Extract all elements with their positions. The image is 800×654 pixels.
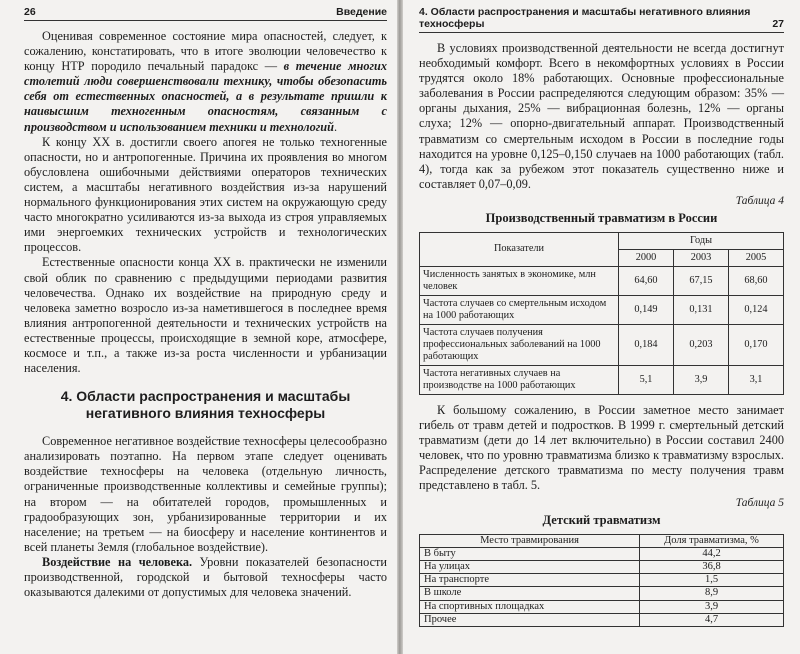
table-5-share: 3,9 xyxy=(640,600,784,613)
table-row xyxy=(420,600,784,613)
table-4-cell: 0,149 xyxy=(619,295,674,324)
table-4-cell: 0,131 xyxy=(674,295,729,324)
left-running-title: Введение xyxy=(336,6,387,18)
table-5-place: В быту xyxy=(420,547,640,560)
table-4-cell: 0,170 xyxy=(729,324,784,365)
left-paragraph-2: К концу XX в. достигли своего апогея не только техногенные опасности, но и антропогенные. Причина их проявления во многом обусловлена ошибочными действиями операторов технических систем, а масштабы негативного воздействия из-за нарушений нормального функционирования этих систем на окружающую среду часто многократно усиливаются из-за выхода из строя управляемых ими энергоемких технических устройств и технологических процессов. xyxy=(24,134,387,255)
table-5-share: 44,2 xyxy=(640,547,784,560)
right-running-head xyxy=(419,4,784,33)
table-row xyxy=(420,266,784,295)
table-4-cell: 3,9 xyxy=(674,365,729,394)
table-4-year: 2003 xyxy=(674,249,729,266)
table-5-header-place: Место травмирования xyxy=(420,534,640,547)
section-heading-line-2: негативного влияния техносферы xyxy=(85,405,326,422)
table-4-row-label: Частота негативных случаев на производстве на 1000 работающих xyxy=(420,365,619,394)
left-paragraph-5-lead: Воздействие на человека. xyxy=(42,554,193,569)
right-running-title: 4. Области распространения и масштабы негативного влияния техносферы xyxy=(419,6,751,30)
left-paragraph-1-end: . xyxy=(333,119,338,134)
table-4-cell: 68,60 xyxy=(729,266,784,295)
right-paragraph-2: К большому сожалению, в России заметное место занимает гибель от травм детей и подростков. В 1999 г. смертельный детский травматизм (дети до 14 лет включительно) в России составил 2400 человек, что по уровню травматизма близко к травматизму взрослых. Распределение детского травматизма по месту получения травм представлено в табл. 5. xyxy=(419,402,784,493)
table-5-header-share: Доля травматизма, % xyxy=(640,534,784,547)
table-row xyxy=(420,574,784,587)
table-row xyxy=(420,547,784,560)
table-4-title: Производственный травматизм в России xyxy=(485,210,718,225)
table-5-share: 36,8 xyxy=(640,560,784,573)
table-4-cell: 3,1 xyxy=(729,365,784,394)
left-running-head xyxy=(24,4,387,21)
table-4-cell: 0,124 xyxy=(729,295,784,324)
table-4-header-indicators: Показатели xyxy=(420,232,619,266)
table-4-row-label: Численность занятых в экономике, млн человек xyxy=(420,266,619,295)
table-5-title: Детский травматизм xyxy=(542,512,661,527)
left-paragraph-3: Естественные опасности конца XX в. практически не изменили свой облик по сравнению с предыдущими периодами развития человечества. Однако их воздействие на природную среду и человека заметно возросло из-за наметившегося в последнее время влияния антропогенной деятельности и технических устройств на естественные процессы, происходящие в земной коре, атмосфере, космосе и т.п., а также из-за роста численности и урбанизации населения. xyxy=(24,255,387,376)
table-5-place: На улицах xyxy=(420,560,640,573)
table-4-year: 2005 xyxy=(729,249,784,266)
left-paragraph-4: Современное негативное воздействие техносферы целесообразно анализировать поэтапно. На первом этапе следует оценивать воздействие техносферы на человека (отдельную личность, ограниченные производственные коллективы и семейные группы); на втором — на обитателей городов, промышленных и градообразующих зон, урбанизированные территории и их население; на третьем — на биосферу и население континентов и всей планеты Земля (глобальное воздействие). xyxy=(24,434,387,554)
table-4-year: 2000 xyxy=(619,249,674,266)
table-row xyxy=(420,295,784,324)
table-4-header-years: Годы xyxy=(619,232,784,249)
table-4-cell: 5,1 xyxy=(619,365,674,394)
table-5-place: Прочее xyxy=(420,613,640,626)
table-5-place: В школе xyxy=(420,587,640,600)
table-5-share: 4,7 xyxy=(640,613,784,626)
table-5-share: 8,9 xyxy=(640,587,784,600)
table-5 xyxy=(419,534,784,627)
table-5-place: На спортивных площадках xyxy=(420,600,640,613)
table-row xyxy=(420,324,784,365)
table-4-cell: 64,60 xyxy=(619,266,674,295)
table-5-number: Таблица 5 xyxy=(735,496,784,509)
table-row xyxy=(420,613,784,626)
left-paragraph-5-text: Уровни показателей безопасности производственной, городской и бытовой техносферы часто оказываются далекими от допустимых для человека значений. xyxy=(24,554,387,600)
section-heading xyxy=(24,388,387,422)
left-paragraph-1-text: Оценивая современное состояние мира опасностей, следует, к сожалению, констатировать, что в итоге эволюции человечество к концу НТР породило печальный парадокс — xyxy=(24,29,387,74)
table-4-cell: 0,203 xyxy=(674,324,729,365)
table-row xyxy=(420,560,784,573)
left-page xyxy=(0,0,397,654)
table-5-place: На транспорте xyxy=(420,574,640,587)
right-page xyxy=(403,0,800,654)
table-row xyxy=(420,365,784,394)
table-4-row-label: Частота случаев со смертельным исходом на 1000 работающих xyxy=(420,295,619,324)
table-5-share: 1,5 xyxy=(640,574,784,587)
left-paragraph-1-emphasis: в течение многих столетий люди совершенствовали технику, чтобы обезопасить себя от естественных опасностей, а в результате пришли к наивысшим техногенным опасностям, связанным с производством и использованием техники и технологий xyxy=(24,59,387,134)
table-4-cell: 67,15 xyxy=(674,266,729,295)
table-4-number: Таблица 4 xyxy=(735,194,784,207)
table-4-cell: 0,184 xyxy=(619,324,674,365)
right-paragraph-1: В условиях производственной деятельности не всегда достигнут необходимый комфорт. Всего в некомфортных условиях в России трудятся около 18% работающих. Основные профессиональные заболевания в России распределяются следующим образом: 35% — органы дыхания, 25% — вибрационная болезнь, 12% — органы слуха; 12% — опорно-двигательный аппарат. Производственный травматизм со смертельным исходом в России в последние годы находится на уровне 0,125–0,150 случаев на 1000 работающих (табл. 4), тогда как за рубежом этот показатель существенно ниже и составляет 0,07–0,09. xyxy=(419,41,784,191)
table-row xyxy=(420,587,784,600)
left-paragraph-5 xyxy=(24,555,387,600)
right-page-number: 27 xyxy=(772,18,784,30)
table-4-row-label: Частота случаев получения профессиональных заболеваний на 1000 работающих xyxy=(420,324,619,365)
table-4 xyxy=(419,232,784,395)
table-5-header-row xyxy=(420,534,784,547)
table-4-header-row xyxy=(420,232,784,249)
left-paragraph-1 xyxy=(24,29,387,135)
left-page-number: 26 xyxy=(24,6,36,18)
section-heading-line-1: 4. Области распространения и масштабы xyxy=(60,388,351,405)
